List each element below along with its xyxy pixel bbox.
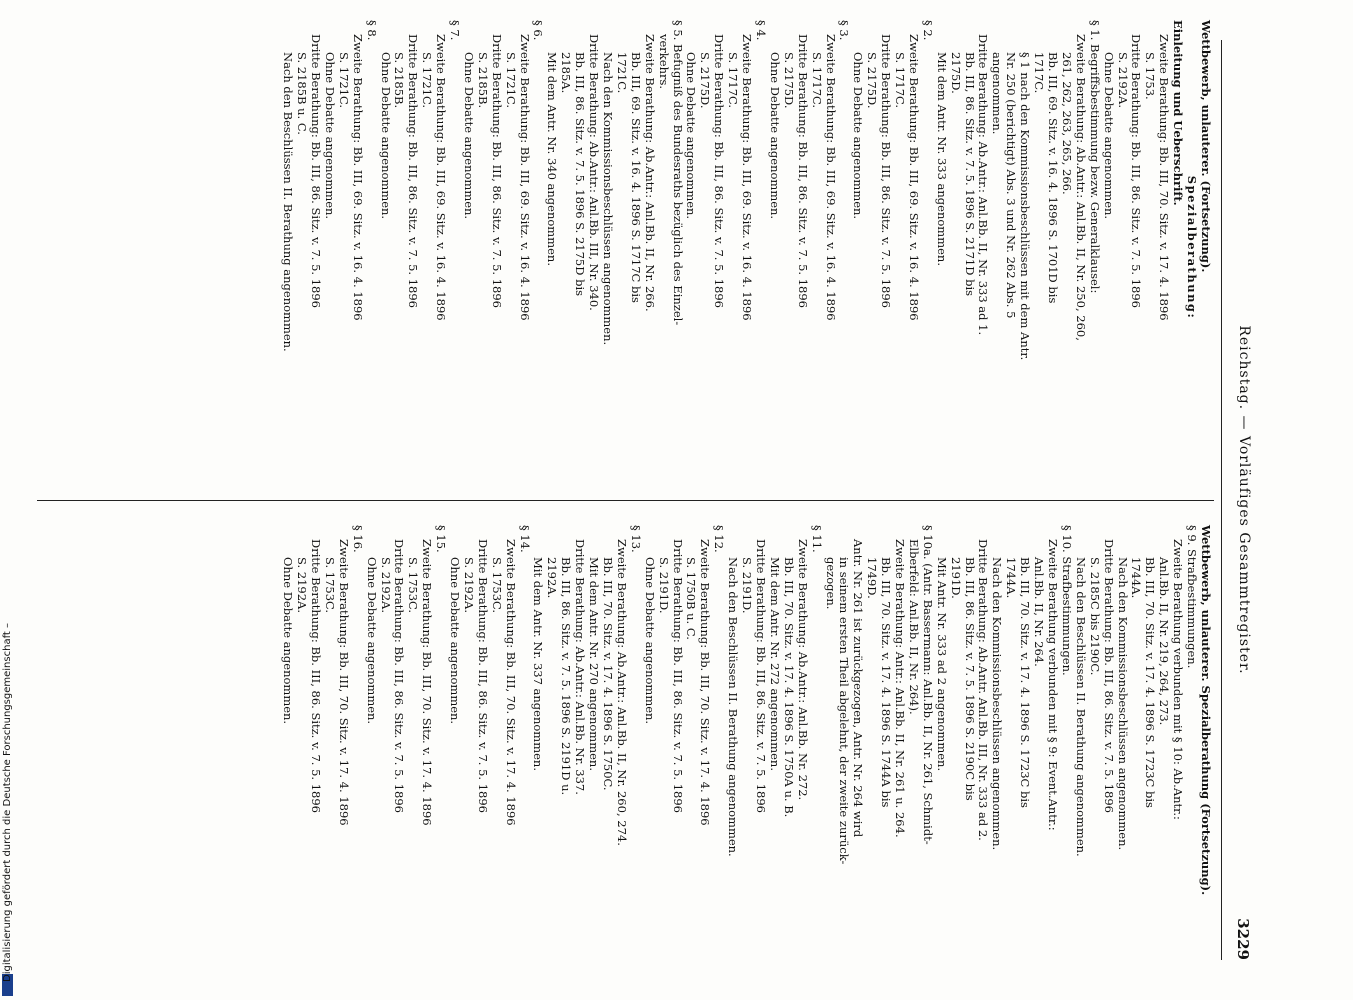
text-line: angenommen. (990, 52, 1005, 135)
text-line: Dritte Berathung: Bb. III, 86. Sitz. v. 7. 5. 1896 (309, 34, 323, 308)
text-line: § 1 nach den Kommissionsbeschlüssen mit dem Antr. (1018, 52, 1033, 361)
text-line: 2185A. (559, 52, 574, 94)
text-line: § 2. (920, 20, 935, 41)
text-line: Nach den Beschlüssen II. Berathung angenommen. (726, 557, 741, 857)
footer-credit: Digitalisierung gefördert durch die Deutsche Forschungsgemeinschaft – (2, 622, 13, 982)
text-line: Dritte Berathung: Ab.Antr. Anl.Bb. III, Nr. 333 ad 2. (976, 539, 991, 841)
text-line: Mit dem Antr. Nr. 340 angenommen. (545, 52, 560, 266)
text-line: § 13. (628, 525, 643, 553)
text-line: Nach den Kommissionsbeschlüssen angenommen. (601, 52, 616, 346)
text-line: Ohne Debatte angenommen. (1101, 52, 1116, 220)
text-line: 2192A. (545, 557, 560, 599)
text-line: S. 2185B. (392, 52, 407, 109)
text-line: Elberfeld: Anl.Bb. II, Nr. 264). (906, 539, 921, 715)
text-line: Dritte Berathung: Bb. III, 86. Sitz. v. 7. 5. 1896 (1101, 539, 1116, 813)
text-line: Mit dem Antr. Nr. 333 angenommen. (934, 52, 949, 266)
text-line: Dritte Berathung: Bb. III, 86. Sitz. v. 7. 5. 1896 (406, 34, 421, 308)
text-line: Mit dem Antr. Nr. 270 angenommen. (587, 557, 602, 771)
text-line: S. 2192A. (461, 557, 476, 614)
text-line: S. 2175D. (781, 52, 796, 109)
text-line: Zweite Berathung: Bb. III, 69. Sitz. v. 16. 4. 1896 (906, 34, 921, 321)
text-line: § 7. (448, 20, 463, 41)
text-line: S. 1721C. (503, 52, 518, 109)
text-line: Nach den Kommissionsbeschlüssen angenommen. (1115, 557, 1130, 851)
text-line: Dritte Berathung: Bb. III, 86. Sitz. v. 7. 5. 1896 (879, 34, 894, 308)
text-line: S. 1750B u. C. (684, 557, 699, 640)
text-line: Zweite Berathung: Ab.Antr.: Anl.Bb. II, Nr. 250, 260, (1073, 34, 1088, 341)
text-line: § 6. (531, 20, 546, 41)
text-line: § 16. (350, 525, 365, 553)
right-column (280, 525, 1212, 980)
text-line: S. 1721C. (336, 52, 351, 109)
text-line: Zweite Berathung: Bb. III, 69. Sitz. v. 16. 4. 1896 (517, 34, 532, 321)
text-line: 1717C. (1032, 52, 1047, 94)
text-line: Bb. III, 70. Sitz. v. 17. 4. 1896 S. 1750A u. B. (781, 557, 796, 818)
text-line: Dritte Berathung: Bb. III, 86. Sitz. v. 7. 5. 1896 (489, 34, 504, 308)
text-line: § 9. Strafbestimmungen. (1185, 525, 1200, 669)
text-line: S. 2192A. (295, 557, 310, 614)
text-line: § 3. (837, 20, 852, 41)
text-line: Wettbewerb, unlauterer. Spezialberathung (Fortsetzung). (1199, 525, 1213, 896)
text-line: Dritte Berathung: Bb. III, 86. Sitz. v. 7. 5. 1896 (795, 34, 810, 308)
text-line: S. 1717C. (893, 52, 908, 109)
text-line: § 11. (809, 525, 824, 553)
text-line: Bb. III, 70. Sitz. v. 17. 4. 1896 S. 1723C bis (1143, 557, 1158, 808)
text-line: Bb. III, 86. Sitz. v. 7. 5. 1896 S. 2175D bis (573, 52, 588, 297)
text-line: Nr. 250 (berichtigt) Abs. 3 und Nr. 262 Abs. 5 (1004, 52, 1019, 319)
text-line: Zweite Berathung verbunden mit § 10: Ab.Antr.: (1171, 539, 1186, 820)
text-line: Ohne Debatte angenommen. (642, 557, 657, 725)
column-divider (37, 500, 1214, 501)
header-rule (1221, 40, 1222, 960)
text-line: Bb. III, 70. Sitz. v. 17. 4. 1896 S. 1744A bis (879, 557, 894, 808)
text-line: gezogen. (823, 557, 838, 610)
text-line: Anl.Bb. II, Nr. 219, 264, 273. (1157, 557, 1172, 726)
left-column (280, 20, 1212, 475)
text-line: Zweite Berathung: Antr.: Anl.Bb. II, Nr. 261 u. 264. (893, 539, 908, 838)
text-line: S. 1717C. (726, 52, 741, 109)
text-line: § 10a. (Antr. Bassermann: Anl.Bb. II, Nr. 261, Schmidt- (920, 525, 935, 845)
page-number: 3229 (1234, 918, 1252, 960)
text-line: Dritte Berathung: Ab.Antr.: Anl.Bb. II, Nr. 333 ad 1. (976, 34, 991, 336)
text-line: § 12. (712, 525, 727, 553)
text-line: verkehrs. (656, 34, 671, 90)
text-line: Dritte Berathung: Bb. III, 86. Sitz. v. 7. 5. 1896 (670, 539, 685, 813)
text-line: Dritte Berathung: Ab.Antr.: Anl.Bb. III, Nr. 340. (587, 34, 602, 311)
text-line: in seinem ersten Theil abgelehnt, der zweite zurück- (837, 557, 852, 865)
text-line: Mit dem Antr. Nr. 272 angenommen. (767, 557, 782, 771)
text-line: 1749D. (865, 557, 880, 599)
text-line: Ohne Debatte angenommen. (684, 52, 699, 220)
text-line: Zweite Berathung: Ab.Antr.: Anl.Bb. II, Nr. 260, 274. (614, 539, 629, 846)
text-line: Zweite Berathung: Bb. III, 70. Sitz. v. 17. 4. 1896 (698, 539, 713, 826)
text-line: 1744A. (1004, 557, 1019, 599)
text-line: Bb. III, 86. Sitz. v. 7. 5. 1896 S. 2191D u. (559, 557, 574, 796)
running-title: Reichstag. — Vorläufiges Gesammtregister. (1236, 325, 1252, 675)
text-line: Zweite Berathung: Bb. III, 70. Sitz. v. 17. 4. 1896 (1157, 34, 1172, 321)
text-line: Ohne Debatte angenommen. (851, 52, 866, 220)
text-line: S. 2191D. (656, 557, 671, 614)
text-line: § 14. (517, 525, 532, 553)
text-line: Nach den Beschlüssen II. Berathung angenommen. (1073, 557, 1088, 857)
text-line: Bb. III, 70. Sitz. v. 17. 4. 1896 S. 1723C bis (1018, 557, 1033, 808)
text-line: Antr. Nr. 261 ist zurückgezogen, Antr. Nr. 264 wird (851, 539, 866, 838)
text-line: S. 2185B u. C. (295, 52, 310, 135)
text-line: Nach den Beschlüssen II. Berathung angenommen. (281, 52, 296, 352)
text-line: Bb. III, 70. Sitz. v. 17. 4. 1896 S. 1750C. (601, 557, 616, 791)
text-line: S. 1753C. (406, 557, 421, 614)
text-line: Mit dem Antr. Nr. 337 angenommen. (531, 557, 546, 771)
text-line: S. 1753. (1143, 52, 1158, 100)
text-line: Zweite Berathung: Ab.Antr.: Anl.Bb. II, Nr. 266. (642, 34, 657, 312)
text-line: Ohne Debatte angenommen. (281, 557, 296, 725)
text-line: Bb. III, 86. Sitz. v. 7. 5. 1896 S. 2171D bis (962, 52, 977, 297)
text-line: Wettbewerb, unlauterer. (Fortsetzung). (1199, 20, 1213, 273)
text-line: Bb. III, 86. Sitz. v. 7. 5. 1896 S. 2190C bis (962, 557, 977, 801)
text-line: § 5. Befugniß des Bundesraths bezüglich des Einzel- (670, 20, 685, 326)
text-line: S. 2185C bis 2190C. (1087, 557, 1102, 676)
text-line: S. 2185B. (475, 52, 490, 109)
text-line: Ohne Debatte angenommen. (322, 52, 337, 220)
text-line: Zweite Berathung verbunden mit § 9: Event.Antr.: (1046, 539, 1061, 831)
text-line: Ohne Debatte angenommen. (364, 557, 379, 725)
text-line: Zweite Berathung: Ab.Antr.: Anl.Bb. Nr. 272. (795, 539, 810, 801)
text-line: 2191D. (948, 557, 963, 599)
text-line: § 4. (754, 20, 768, 41)
text-line: Zweite Berathung: Bb. III, 70. Sitz. v. 17. 4. 1896 (503, 539, 518, 826)
text-line: S. 2192A. (1115, 52, 1130, 109)
text-line: S. 1717C. (809, 52, 824, 109)
text-line: Zweite Berathung: Bb. III, 69. Sitz. v. 16. 4. 1896 (350, 34, 365, 321)
text-line: Dritte Berathung: Ab.Antr.: Anl.Bb. Nr. 337. (573, 539, 588, 795)
text-line: Zweite Berathung: Bb. III, 69. Sitz. v. 16. 4. 1896 (740, 34, 755, 321)
text-line: Spezialberathung: (1185, 175, 1200, 320)
text-line: Anl.Bb. II, Nr. 264. (1032, 557, 1047, 667)
text-line: Mit Antr. Nr. 333 ad 2 angenommen. (934, 557, 949, 772)
text-line: 261, 262, 263, 265, 266. (1059, 52, 1074, 195)
text-line: Ohne Debatte angenommen. (461, 52, 476, 220)
text-line: § 8. (364, 20, 379, 41)
text-line: 1721C. (614, 52, 629, 94)
text-line: S. 1721C. (420, 52, 435, 109)
text-line: Zweite Berathung: Bb. III, 70. Sitz. v. 17. 4. 1896 (420, 539, 435, 826)
text-line: S. 1753C. (322, 557, 337, 614)
text-line: S. 1753C. (489, 557, 504, 614)
text-line: § 15. (434, 525, 449, 553)
text-line: Zweite Berathung: Bb. III, 69. Sitz. v. 16. 4. 1896 (823, 34, 838, 321)
text-line: Dritte Berathung: Bb. III, 86. Sitz. v. 7. 5. 1896 (475, 539, 490, 813)
text-line: Dritte Berathung: Bb. III, 86. Sitz. v. 7. 5. 1896 (754, 539, 768, 813)
text-line: Dritte Berathung: Bb. III, 86. Sitz. v. 7. 5. 1896 (712, 34, 727, 308)
text-line: Ohne Debatte angenommen. (767, 52, 782, 220)
text-line: S. 2192A. (378, 557, 393, 614)
text-line: Ohne Debatte angenommen. (378, 52, 393, 220)
text-line: Bb. III, 69. Sitz. v. 16. 4. 1896 S. 1717C bis (628, 52, 643, 303)
text-line: Einleitung und Ueberschrift. (1171, 20, 1186, 206)
digitization-footer (0, 0, 14, 1000)
text-line: Zweite Berathung: Bb. III, 70. Sitz. v. 17. 4. 1896 (336, 539, 351, 826)
text-line: S. 2175D. (698, 52, 713, 109)
text-line: Nach den Kommissionsbeschlüssen angenommen. (990, 557, 1005, 851)
text-line: § 10. Strafbestimmungen. (1059, 525, 1074, 676)
text-line: 2175D. (948, 52, 963, 94)
page-header (1222, 40, 1252, 960)
text-line: Dritte Berathung: Bb. III, 86. Sitz. v. 7. 5. 1896 (392, 539, 407, 813)
text-line: Dritte Berathung: Bb. III, 86. Sitz. v. 7. 5. 1896 (309, 539, 323, 813)
text-line: Dritte Berathung: Bb. III, 86. Sitz. v. 7. 5. 1896 (1129, 34, 1144, 308)
text-line: Bb. III, 69. Sitz. v. 16. 4. 1896 S. 1701D bis (1046, 52, 1061, 304)
text-line: S. 2191D. (740, 557, 755, 614)
text-line: Zweite Berathung: Bb. III, 69. Sitz. v. 16. 4. 1896 (434, 34, 449, 321)
text-line: 1744A. (1129, 557, 1144, 599)
rotated-page (17, 0, 1262, 1000)
text-line: Ohne Debatte angenommen. (448, 557, 463, 725)
text-line: § 1. Begriffsbestimmung bezw. Generalklausel: (1087, 20, 1102, 294)
text-line: S. 2175D. (865, 52, 880, 109)
